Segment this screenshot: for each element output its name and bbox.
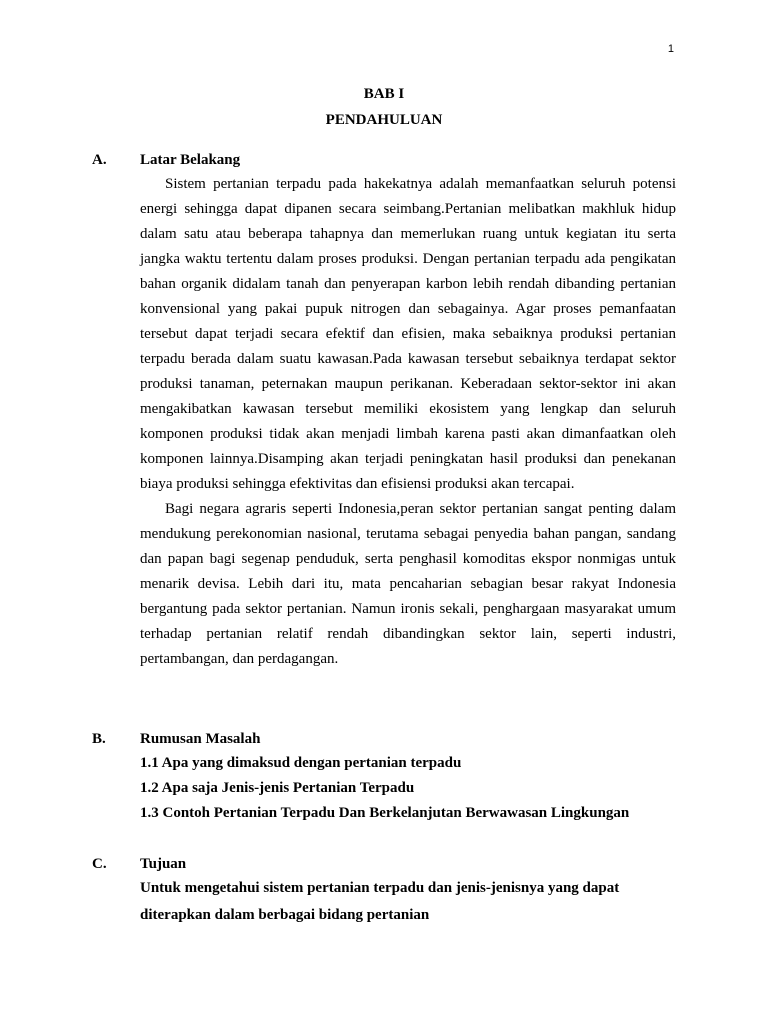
- section-a-body: [140, 172, 676, 672]
- goal-text: Untuk mengetahui sistem pertanian terpadu dan jenis-jenisnya yang dapat diterapkan dalam berbagai bidang pertanian: [140, 880, 620, 923]
- section-c-title: Tujuan: [140, 856, 187, 872]
- page-number: 1: [667, 43, 674, 55]
- chapter-label: BAB I: [363, 86, 405, 102]
- problem-item-3: 1.3 Contoh Pertanian Terpadu Dan Berkelanjutan Berwawasan Lingkungan: [140, 805, 630, 821]
- chapter-title: PENDAHULUAN: [325, 112, 443, 128]
- section-b-letter: B.: [92, 731, 106, 747]
- paragraph-2: Bagi negara agraris seperti Indonesia,peran sektor pertanian sangat penting dalam mendukung perekonomian nasional, terutama sebagai penyedia bahan pangan, sandang dan papan bagi segenap penduduk, serta penghasil komoditas ekspor nonmigas untuk menarik devisa. Lebih dari itu, mata pencaharian sebagian besar rakyat Indonesia bergantung pada sektor pertanian. Namun ironis sekali, penghargaan masyarakat umum terhadap pertanian relatif rendah dibandingkan sektor lain, seperti industri, pertambangan, dan perdagangan.: [140, 501, 676, 667]
- section-a-letter: A.: [92, 152, 107, 168]
- problem-item-2: 1.2 Apa saja Jenis-jenis Pertanian Terpadu: [140, 780, 415, 796]
- problem-list: [140, 751, 680, 826]
- problem-item-1: 1.1 Apa yang dimaksud dengan pertanian terpadu: [140, 755, 462, 771]
- paragraph-1: Sistem pertanian terpadu pada hakekatnya adalah memanfaatkan seluruh potensi energi sehingga dapat dipanen secara seimbang.Pertanian melibatkan makhluk hidup dalam satu atau beberapa tahapnya dan memerlukan ruang untuk kegiatan itu serta jangka waktu tertentu dalam proses produksi. Dengan pertanian terpadu ada pengikatan bahan organik didalam tanah dan penyerapan karbon lebih rendah dibanding pertanian konvensional yang pakai pupuk nitrogen dan sebagainya. Agar proses pemanfaatan tersebut dapat terjadi secara efektif dan efisien, maka sebaiknya produksi pertanian terpadu berada dalam suatu kawasan.Pada kawasan tersebut sebaiknya terdapat sektor produksi tanaman, peternakan maupun perikanan. Keberadaan sektor-sektor ini akan mengakibatkan kawasan tersebut memiliki ekosistem yang lengkap dan seluruh komponen produksi tidak akan menjadi limbah karena pasti akan dimanfaatkan oleh komponen lainnya.Disamping akan terjadi peningkatan hasil produksi dan penekanan biaya produksi sehingga efektivitas dan efisiensi produksi akan tercapai.: [140, 176, 676, 492]
- section-b-title: Rumusan Masalah: [140, 731, 261, 747]
- section-a-title: Latar Belakang: [140, 152, 241, 168]
- section-c-letter: C.: [92, 856, 107, 872]
